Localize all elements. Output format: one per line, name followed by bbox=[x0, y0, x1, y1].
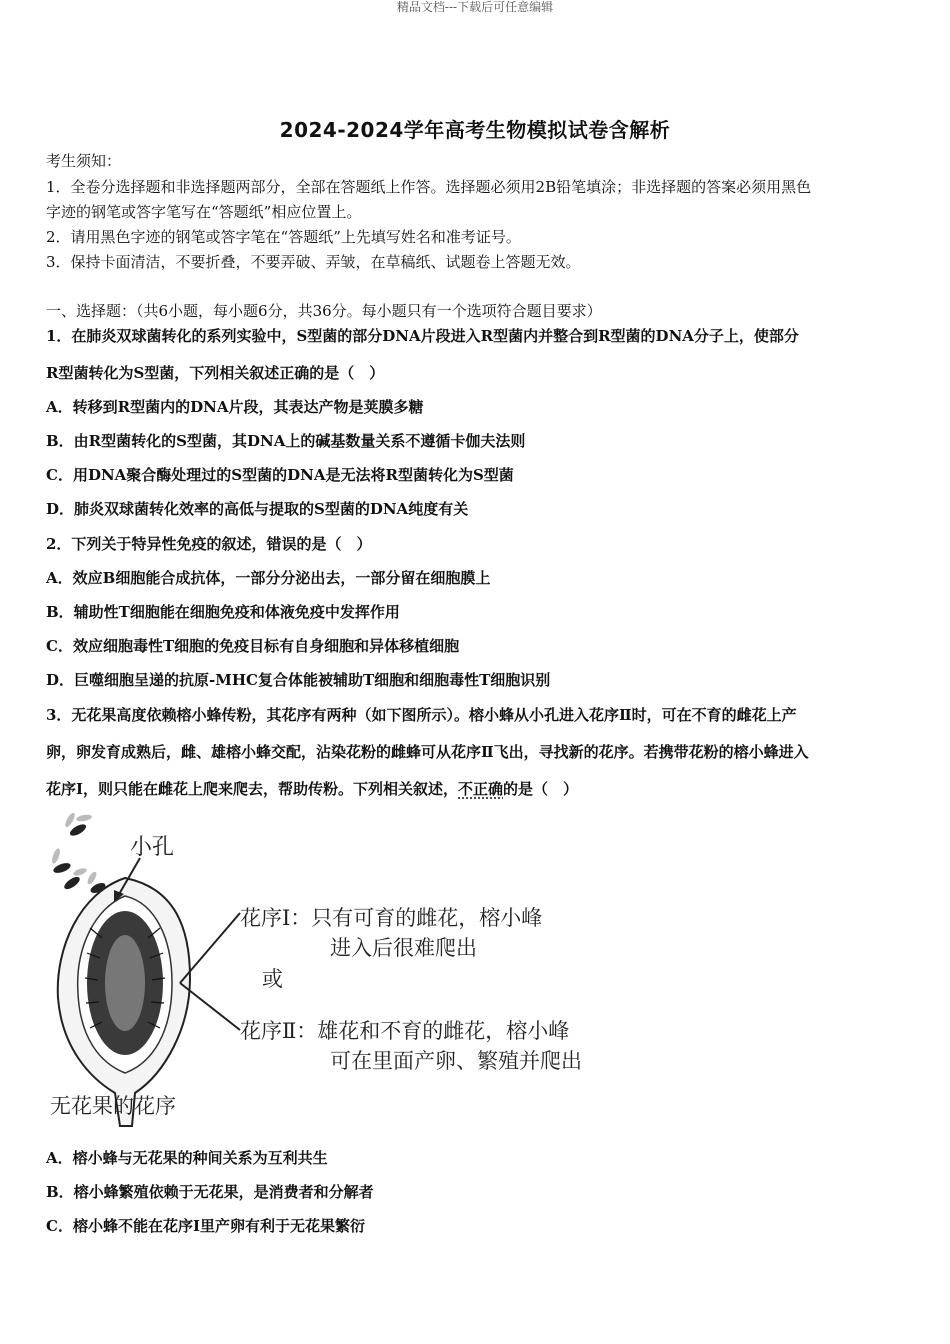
page-title: 2024-2024学年高考生物模拟试卷含解析 bbox=[279, 118, 671, 142]
question-2-option-a: A．效应B细胞能合成抗体，一部分分泌出去，一部分留在细胞膜上 bbox=[46, 569, 491, 587]
wasp-icon bbox=[50, 847, 71, 874]
stem-text: 的是（ ） bbox=[503, 780, 579, 798]
notice-item: 1．全卷分选择题和非选择题两部分，全部在答题纸上作答。选择题必须用2B铅笔填涂；非选择题的答案必须用黑色 bbox=[46, 178, 812, 196]
fig-fruit-illustration bbox=[58, 878, 190, 1126]
question-2-option-d: D．巨噬细胞呈递的抗原-MHC复合体能被辅助T细胞和细胞毒性T细胞识别 bbox=[46, 671, 551, 689]
question-3-option-c: C．榕小蜂不能在花序Ⅰ里产卵有利于无花果繁衍 bbox=[46, 1217, 365, 1235]
fig-inflorescence-figure bbox=[40, 808, 620, 1138]
notice-item: 3．保持卡面清洁，不要折叠，不要弄破、弄皱，在草稿纸、试题卷上答题无效。 bbox=[46, 253, 581, 271]
question-1-option-c: C．用DNA聚合酶处理过的S型菌的DNA是无法将R型菌转化为S型菌 bbox=[46, 466, 514, 484]
or-label: 或 bbox=[262, 967, 283, 991]
question-3-option-a: A．榕小蜂与无花果的种间关系为互利共生 bbox=[46, 1149, 328, 1167]
inflorescence-2-label: 可在里面产卵、繁殖并爬出 bbox=[330, 1049, 582, 1073]
question-3-stem: 3．无花果高度依赖榕小蜂传粉，其花序有两种（如下图所示）。榕小蜂从小孔进入花序Ⅱ时，可在不育的雌花上产 bbox=[46, 706, 797, 724]
inflorescence-1-label: 进入后很难爬出 bbox=[330, 936, 477, 960]
header-note: 精品文档---下载后可任意编辑 bbox=[396, 0, 554, 14]
question-2-option-b: B．辅助性T细胞能在细胞免疫和体液免疫中发挥作用 bbox=[46, 603, 400, 621]
figure-caption: 无花果的花序 bbox=[50, 1094, 176, 1118]
notice-item: 字迹的钢笔或答字笔写在“答题纸”相应位置上。 bbox=[46, 203, 362, 221]
inflorescence-1-label: 花序Ⅰ：只有可育的雌花，榕小峰 bbox=[240, 906, 543, 930]
question-1-option-a: A．转移到R型菌内的DNA片段，其表达产物是荚膜多糖 bbox=[46, 398, 424, 416]
section-heading: 一、选择题：（共6小题，每小题6分，共36分。每小题只有一个选项符合题目要求） bbox=[46, 302, 602, 320]
wasp-icon bbox=[63, 812, 92, 838]
question-1-stem: 1．在肺炎双球菌转化的系列实验中，S型菌的部分DNA片段进入R型菌内并整合到R型菌的DNA分子上，使部分 bbox=[46, 327, 799, 345]
question-2-option-c: C．效应细胞毒性T细胞的免疫目标有自身细胞和异体移植细胞 bbox=[46, 637, 460, 655]
connector-lines bbox=[180, 913, 240, 1030]
question-3-stem: 卵，卵发育成熟后，雌、雄榕小蜂交配，沾染花粉的雌蜂可从花序Ⅱ飞出，寻找新的花序。若携带花粉的榕小蜂进入 bbox=[46, 743, 809, 761]
question-3-stem bbox=[46, 778, 904, 800]
question-1-stem: R型菌转化为S型菌，下列相关叙述正确的是（ ） bbox=[46, 364, 385, 382]
question-1-option-b: B．由R型菌转化的S型菌，其DNA上的碱基数量关系不遵循卡伽夫法则 bbox=[46, 432, 526, 450]
notice-item: 2．请用黑色字迹的钢笔或答字笔在“答题纸”上先填写姓名和准考证号。 bbox=[46, 228, 521, 246]
hole-label: 小孔 bbox=[130, 835, 175, 860]
question-3-option-b: B．榕小蜂繁殖依赖于无花果，是消费者和分解者 bbox=[46, 1183, 374, 1201]
question-1-option-d: D．肺炎双球菌转化效率的高低与提取的S型菌的DNA纯度有关 bbox=[46, 500, 469, 518]
inflorescence-2-label: 花序Ⅱ：雄花和不育的雌花，榕小峰 bbox=[240, 1019, 570, 1043]
emphasis-text: 不正确 bbox=[458, 780, 504, 798]
question-2-stem: 2．下列关于特异性免疫的叙述，错误的是（ ） bbox=[46, 535, 372, 553]
notice-heading: 考生须知： bbox=[46, 152, 122, 170]
stem-text: 花序Ⅰ，则只能在雌花上爬来爬去，帮助传粉。下列相关叙述， bbox=[46, 780, 459, 798]
